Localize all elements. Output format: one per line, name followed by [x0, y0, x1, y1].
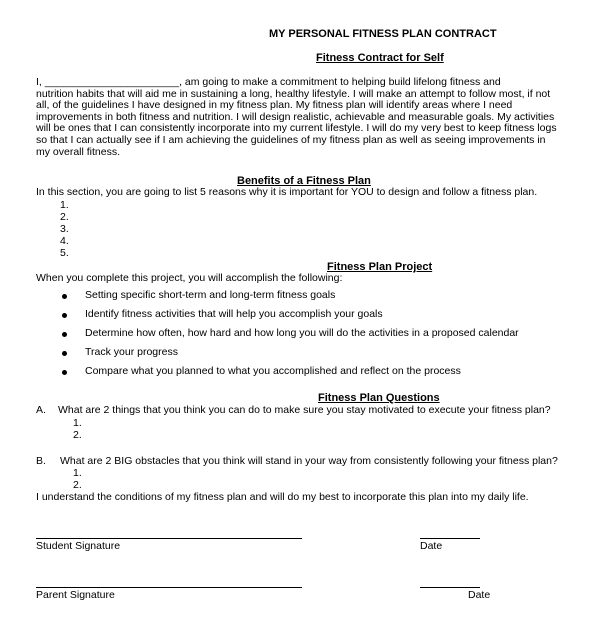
project-bullet: Track your progress — [85, 346, 178, 358]
answer-number: 2. — [73, 429, 82, 441]
student-signature-label: Student Signature — [36, 540, 121, 552]
contract-line: will be ones that I can consistently incorporate into my current lifestyle. I will do my very best to keep fitness logs — [36, 122, 557, 135]
benefit-number: 3. — [60, 223, 69, 235]
parent-date-label: Date — [468, 589, 491, 601]
student-date-line — [420, 538, 480, 539]
project-bullet: Identify fitness activities that will help you accomplish your goals — [85, 308, 383, 320]
benefit-number: 4. — [60, 235, 69, 247]
bullet-icon — [62, 332, 67, 337]
bullet-icon — [62, 294, 67, 299]
question-text: What are 2 BIG obstacles that you think will stand in your way from consistently following your fitness plan? — [60, 455, 558, 467]
benefits-intro: In this section, you are going to list 5 reasons why it is important for YOU to design and follow a fitness plan. — [36, 186, 538, 198]
question-letter: A. — [36, 404, 46, 416]
contract-line: improvements in both fitness and nutrition. I will design realistic, achievable and measurable goals. My activities — [36, 110, 555, 123]
bullet-icon — [62, 351, 67, 356]
parent-signature-label: Parent Signature — [36, 589, 115, 601]
bullet-icon — [62, 313, 67, 318]
questions-heading: Fitness Plan Questions — [318, 392, 440, 404]
contract-line: my overall fitness. — [36, 145, 121, 158]
contract-line: I, _______________________, am going to make a commitment to helping build lifelong fitness and — [36, 76, 501, 88]
parent-date-line — [420, 587, 480, 588]
contract-line: all, of the guidelines I have designed in my fitness plan. My fitness plan will identify areas where I need — [36, 99, 513, 112]
project-bullet: Setting specific short-term and long-term fitness goals — [85, 289, 336, 301]
question-letter: B. — [36, 455, 46, 467]
parent-signature-line — [36, 587, 302, 588]
benefit-number: 1. — [60, 199, 69, 211]
student-signature-line — [36, 538, 302, 539]
answer-number: 1. — [73, 417, 82, 429]
contract-heading: Fitness Contract for Self — [316, 52, 444, 64]
bullet-icon — [62, 370, 67, 375]
question-text: What are 2 things that you think you can do to make sure you stay motivated to execute your fitness plan? — [58, 404, 551, 416]
page-title: MY PERSONAL FITNESS PLAN CONTRACT — [269, 28, 497, 40]
answer-number: 1. — [73, 467, 82, 479]
project-intro: When you complete this project, you will accomplish the following: — [36, 272, 343, 284]
benefit-number: 2. — [60, 211, 69, 223]
agreement-text: I understand the conditions of my fitness plan and will do my best to incorporate this plan into my daily life. — [36, 491, 529, 503]
benefit-number: 5. — [60, 247, 69, 259]
project-bullet: Compare what you planned to what you accomplished and reflect on the process — [85, 365, 461, 377]
student-date-label: Date — [420, 540, 443, 552]
benefits-heading: Benefits of a Fitness Plan — [237, 175, 371, 187]
project-bullet: Determine how often, how hard and how long you will do the activities in a proposed calendar — [85, 327, 519, 339]
project-heading: Fitness Plan Project — [327, 261, 433, 273]
contract-paragraph — [36, 77, 576, 158]
contract-line: so that I can actually see if I am achieving the guidelines of my fitness plan as well as seeing improvements in — [36, 133, 546, 146]
answer-number: 2. — [73, 479, 82, 491]
contract-line: nutrition habits that will aid me in sustaining a long, healthy lifestyle. I will make an attempt to follow most, if not — [36, 87, 551, 100]
